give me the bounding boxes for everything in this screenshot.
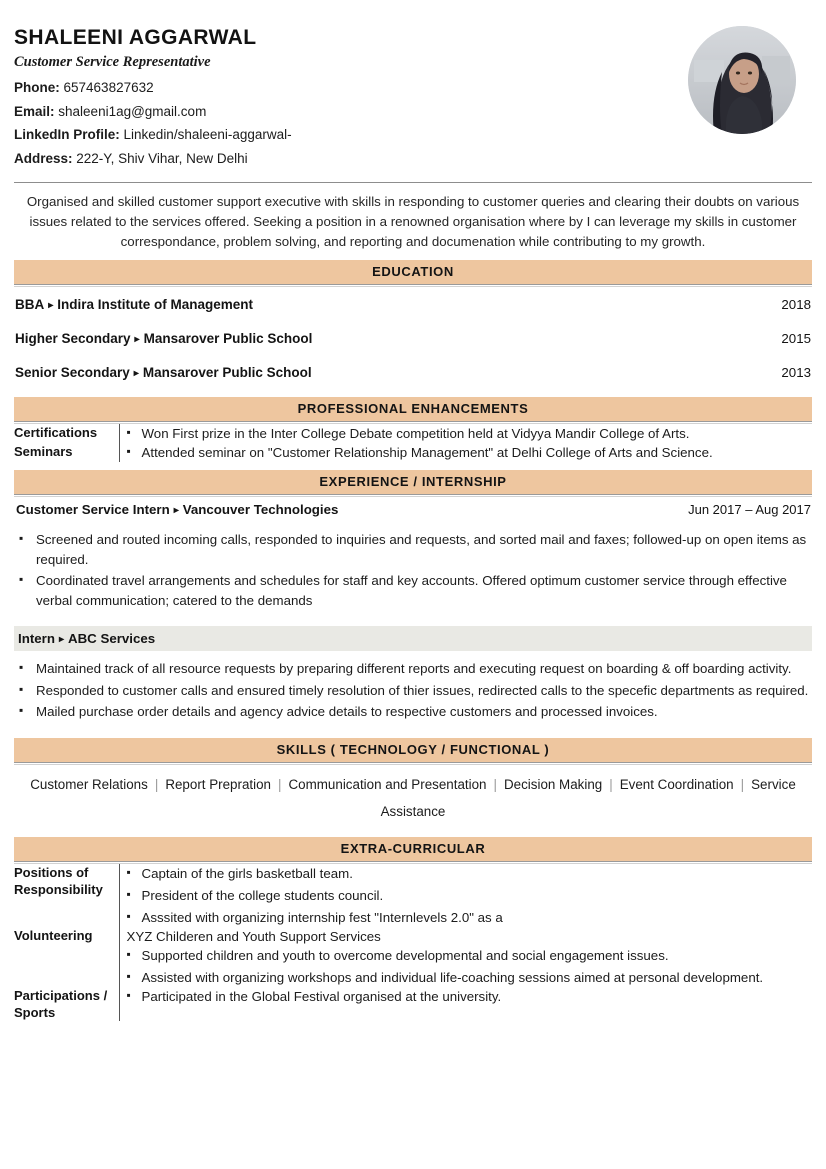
arrow-icon: ▸	[173, 505, 179, 516]
section-header-education: EDUCATION	[14, 260, 812, 284]
volunteering-list	[120, 946, 813, 987]
education-year: 2018	[781, 297, 811, 312]
avatar-wrap	[688, 26, 812, 134]
row-content-volunteering	[119, 927, 812, 987]
row-label-positions-of-responsibility: Positions of Responsibility	[14, 864, 103, 897]
skill-item: Service Assistance	[380, 776, 796, 819]
education-row	[14, 287, 812, 321]
list-item: ▪ Participated in the Global Festival organised at the university.	[120, 987, 813, 1006]
header-contact-block	[14, 26, 688, 170]
page-title: SHALEENI AGGARWAL	[14, 26, 257, 49]
list-item: ▪ Asssited with organizing internship fest "Internlevels 2.0" as a	[120, 908, 813, 927]
education-degree: Higher Secondary	[15, 331, 131, 346]
experience-job-header	[14, 497, 812, 522]
list-item: ▪ President of the college students council.	[120, 886, 813, 905]
skill-separator: |	[740, 776, 745, 792]
contact-linkedin-label: LinkedIn Profile:	[14, 127, 120, 142]
experience-role: Customer Service Intern	[16, 502, 170, 517]
row-content-positions-of-responsibility	[119, 864, 812, 927]
section-header-professional-enhancements: PROFESSIONAL ENHANCEMENTS	[14, 397, 812, 421]
contact-address	[14, 147, 688, 171]
contact-email-value[interactable]: shaleeni1ag@gmail.com	[58, 103, 207, 119]
professional-enhancements-table	[14, 424, 812, 462]
education-institute: Indira Institute of Management	[57, 297, 254, 312]
contact-address-label: Address:	[14, 150, 73, 166]
education-institute: Mansarover Public School	[142, 365, 312, 380]
list-item: ▪ Attended seminar on "Customer Relationship Management" at Delhi College of Arts and Science.	[120, 443, 813, 462]
certifications-list	[120, 424, 813, 443]
contact-phone-value: 657463827632	[63, 80, 154, 95]
skill-separator: |	[154, 776, 159, 792]
row-content-participations-sports	[119, 987, 812, 1021]
skill-item: Decision Making	[503, 776, 603, 792]
education-institute: Mansarover Public School	[143, 331, 313, 346]
skill-separator: |	[609, 776, 613, 792]
skill-item: Report Prepration	[165, 776, 272, 792]
row-content-seminars	[119, 443, 812, 462]
row-label-participations-sports: Participations / Sports	[14, 987, 108, 1020]
contact-email-label: Email:	[14, 103, 55, 119]
arrow-icon: ▸	[58, 634, 64, 645]
skills-list	[14, 765, 812, 831]
experience-bullets	[14, 659, 812, 722]
contact-address-value: 222-Y, Shiv Vihar, New Delhi	[76, 150, 248, 166]
row-label-seminars: Seminars	[14, 444, 73, 459]
seminars-list	[120, 443, 813, 462]
contact-phone-label: Phone:	[14, 80, 60, 95]
experience-role: Intern	[18, 631, 55, 646]
experience-role-company	[16, 502, 338, 517]
list-item: ▪ Supported children and youth to overcome developmental and social engagement issues.	[120, 946, 813, 965]
education-row	[14, 355, 812, 389]
row-content-certifications	[119, 424, 812, 443]
list-item: ▪ Mailed purchase order details and agency advice details to respective customers and processed invoices.	[14, 702, 812, 722]
table-row	[14, 987, 812, 1021]
volunteering-intro: XYZ Childeren and Youth Support Services	[126, 928, 381, 944]
contact-phone	[14, 76, 688, 100]
section-header-extra-curricular: EXTRA-CURRICULAR	[14, 837, 812, 861]
resume-header	[14, 0, 812, 170]
list-item: ▪ Coordinated travel arrangements and schedules for staff and key accounts. Offered optimum customer service through effective verbal communication; catered to the demands	[14, 571, 812, 610]
experience-company: Vancouver Technologies	[182, 502, 339, 517]
experience-job-header	[14, 626, 812, 651]
experience-bullets	[14, 530, 812, 610]
education-degree: Senior Secondary	[15, 365, 130, 380]
section-header-skills: SKILLS ( TECHNOLOGY / FUNCTIONAL )	[14, 738, 812, 762]
table-row	[14, 927, 812, 987]
positions-list	[120, 864, 813, 927]
skill-item: Customer Relations	[30, 776, 148, 792]
avatar	[688, 26, 796, 134]
summary-paragraph: Organised and skilled customer support executive with skills in responding to customer queries and clearing their doubts on various issues related to the services offered. Seeking a position in a renowned organisation where by I can leverage my skills in customer correspondance, problem solving, and reporting and documenation while contributing to my growth.	[26, 194, 800, 249]
skill-item: Communication and Presentation	[288, 776, 487, 792]
list-item: ▪ Won First prize in the Inter College Debate competition held at Vidyya Mandir College of Arts.	[120, 424, 813, 443]
skill-item: Event Coordination	[619, 776, 734, 792]
extra-curricular-table	[14, 864, 812, 1021]
skill-separator: |	[278, 776, 282, 792]
experience-dates: Jun 2017 – Aug 2017	[688, 502, 811, 517]
avatar-photo-icon	[688, 26, 796, 134]
experience-company: ABC Services	[67, 631, 156, 646]
education-degree-institute	[15, 297, 253, 312]
education-degree: BBA	[15, 297, 45, 312]
experience-role-company	[18, 631, 155, 646]
list-item: ▪ Maintained track of all resource requests by preparing different reports and executing request on boarding & off boarding activity.	[14, 659, 812, 679]
list-item: ▪ Assisted with organizing workshops and individual life-coaching sessions aimed at personal development.	[120, 968, 813, 987]
section-header-experience: EXPERIENCE / INTERNSHIP	[14, 470, 812, 494]
arrow-icon: ▸	[134, 334, 140, 345]
education-row	[14, 321, 812, 355]
education-degree-institute	[15, 365, 312, 380]
contact-email	[14, 100, 688, 124]
participations-list	[120, 987, 813, 1006]
list-item: ▪ Captain of the girls basketball team.	[120, 864, 813, 883]
job-title: Customer Service Representative	[14, 54, 211, 70]
list-item: ▪ Screened and routed incoming calls, responded to inquiries and requests, and sorted mail and faxes; followed-up on open items as required.	[14, 530, 812, 569]
contact-linkedin-value[interactable]: Linkedin/shaleeni-aggarwal-	[123, 127, 292, 142]
arrow-icon: ▸	[48, 300, 54, 311]
row-label-volunteering: Volunteering	[14, 927, 93, 943]
table-row	[14, 864, 812, 927]
table-row	[14, 443, 812, 462]
list-item: ▪ Responded to customer calls and ensured timely resolution of thier issues, redirected calls to the specefic departments as required.	[14, 681, 812, 701]
row-label-certifications: Certifications	[14, 425, 98, 440]
education-degree-institute	[15, 331, 312, 346]
education-year: 2013	[781, 365, 811, 380]
contact-linkedin	[14, 123, 688, 147]
skill-separator: |	[493, 776, 497, 792]
table-row	[14, 424, 812, 443]
arrow-icon: ▸	[133, 368, 139, 379]
education-year: 2015	[781, 331, 811, 346]
